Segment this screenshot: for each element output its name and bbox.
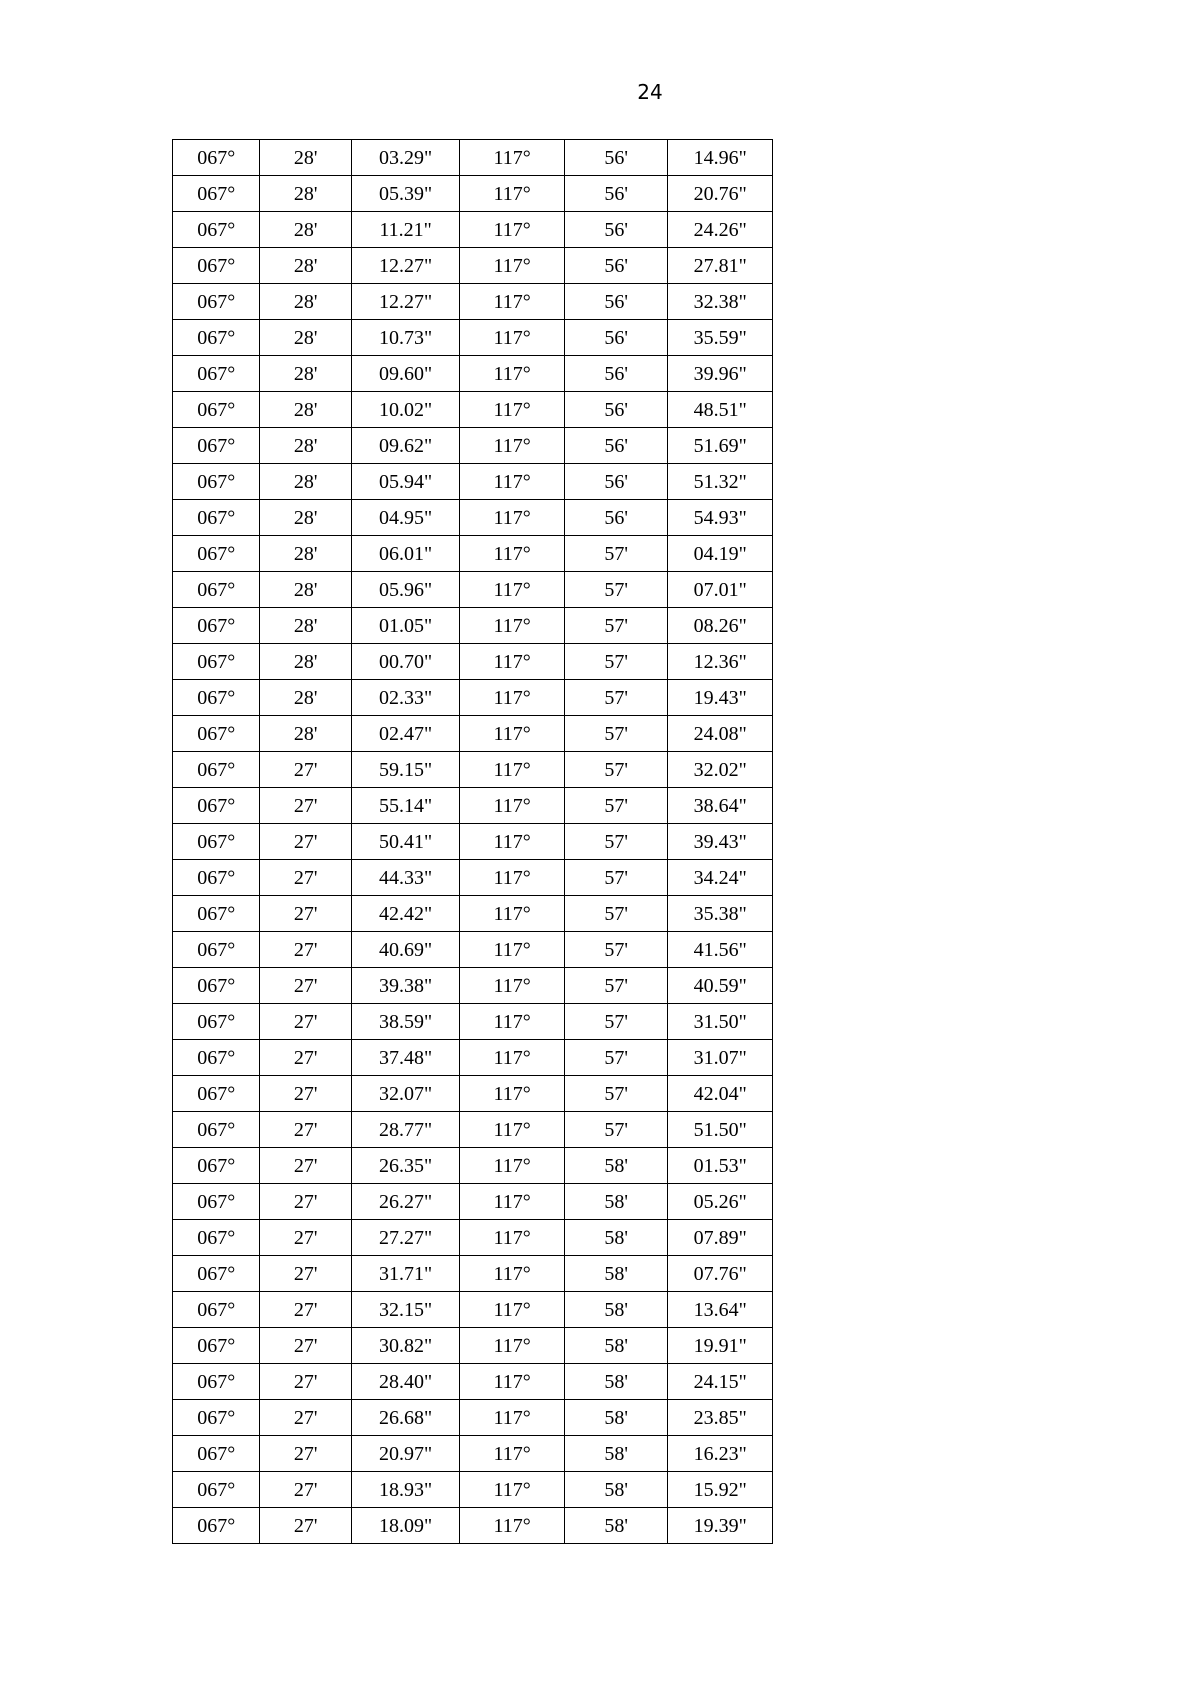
table-row	[173, 968, 773, 1004]
longitude-seconds-cell: 51.50"	[668, 1112, 773, 1148]
latitude-seconds-cell: 05.39"	[351, 176, 460, 212]
latitude-minutes-cell: 27'	[260, 1292, 351, 1328]
latitude-degrees-cell: 067°	[173, 536, 260, 572]
longitude-degrees-cell: 117°	[460, 1364, 565, 1400]
longitude-minutes-cell: 57'	[564, 1040, 668, 1076]
latitude-degrees-cell: 067°	[173, 1004, 260, 1040]
longitude-minutes-cell: 57'	[564, 824, 668, 860]
latitude-seconds-cell: 02.33"	[351, 680, 460, 716]
latitude-degrees-cell: 067°	[173, 716, 260, 752]
longitude-degrees-cell: 117°	[460, 752, 565, 788]
longitude-minutes-cell: 56'	[564, 176, 668, 212]
latitude-degrees-cell: 067°	[173, 788, 260, 824]
table-row	[173, 1328, 773, 1364]
longitude-seconds-cell: 16.23"	[668, 1436, 773, 1472]
latitude-seconds-cell: 37.48"	[351, 1040, 460, 1076]
latitude-seconds-cell: 12.27"	[351, 248, 460, 284]
longitude-seconds-cell: 24.08"	[668, 716, 773, 752]
table-row	[173, 860, 773, 896]
latitude-minutes-cell: 27'	[260, 1400, 351, 1436]
longitude-seconds-cell: 08.26"	[668, 608, 773, 644]
latitude-minutes-cell: 27'	[260, 824, 351, 860]
longitude-seconds-cell: 31.07"	[668, 1040, 773, 1076]
latitude-minutes-cell: 27'	[260, 1256, 351, 1292]
longitude-seconds-cell: 12.36"	[668, 644, 773, 680]
table-row	[173, 824, 773, 860]
longitude-seconds-cell: 32.02"	[668, 752, 773, 788]
longitude-minutes-cell: 56'	[564, 248, 668, 284]
latitude-degrees-cell: 067°	[173, 896, 260, 932]
latitude-degrees-cell: 067°	[173, 1508, 260, 1544]
table-row	[173, 752, 773, 788]
longitude-minutes-cell: 57'	[564, 968, 668, 1004]
table-row	[173, 1508, 773, 1544]
latitude-seconds-cell: 03.29"	[351, 140, 460, 176]
latitude-seconds-cell: 04.95"	[351, 500, 460, 536]
latitude-degrees-cell: 067°	[173, 284, 260, 320]
latitude-minutes-cell: 27'	[260, 1328, 351, 1364]
table-row	[173, 284, 773, 320]
longitude-degrees-cell: 117°	[460, 968, 565, 1004]
latitude-seconds-cell: 27.27"	[351, 1220, 460, 1256]
latitude-degrees-cell: 067°	[173, 1328, 260, 1364]
longitude-seconds-cell: 19.39"	[668, 1508, 773, 1544]
latitude-degrees-cell: 067°	[173, 752, 260, 788]
longitude-seconds-cell: 38.64"	[668, 788, 773, 824]
longitude-degrees-cell: 117°	[460, 572, 565, 608]
table-row	[173, 608, 773, 644]
latitude-minutes-cell: 28'	[260, 644, 351, 680]
longitude-seconds-cell: 04.19"	[668, 536, 773, 572]
longitude-seconds-cell: 23.85"	[668, 1400, 773, 1436]
longitude-minutes-cell: 56'	[564, 356, 668, 392]
latitude-degrees-cell: 067°	[173, 860, 260, 896]
latitude-degrees-cell: 067°	[173, 1220, 260, 1256]
latitude-minutes-cell: 28'	[260, 500, 351, 536]
latitude-seconds-cell: 18.93"	[351, 1472, 460, 1508]
latitude-minutes-cell: 27'	[260, 1004, 351, 1040]
latitude-seconds-cell: 09.62"	[351, 428, 460, 464]
table-row	[173, 1436, 773, 1472]
table-row	[173, 1076, 773, 1112]
longitude-degrees-cell: 117°	[460, 1004, 565, 1040]
latitude-degrees-cell: 067°	[173, 1184, 260, 1220]
longitude-degrees-cell: 117°	[460, 1220, 565, 1256]
table-row	[173, 1256, 773, 1292]
latitude-minutes-cell: 28'	[260, 392, 351, 428]
longitude-minutes-cell: 57'	[564, 860, 668, 896]
longitude-degrees-cell: 117°	[460, 212, 565, 248]
longitude-minutes-cell: 58'	[564, 1148, 668, 1184]
longitude-degrees-cell: 117°	[460, 860, 565, 896]
table-row	[173, 176, 773, 212]
latitude-minutes-cell: 28'	[260, 140, 351, 176]
page-number: 24	[637, 80, 663, 104]
longitude-minutes-cell: 57'	[564, 608, 668, 644]
longitude-minutes-cell: 57'	[564, 572, 668, 608]
longitude-degrees-cell: 117°	[460, 896, 565, 932]
latitude-seconds-cell: 01.05"	[351, 608, 460, 644]
latitude-minutes-cell: 28'	[260, 320, 351, 356]
longitude-degrees-cell: 117°	[460, 284, 565, 320]
longitude-degrees-cell: 117°	[460, 1400, 565, 1436]
longitude-seconds-cell: 35.38"	[668, 896, 773, 932]
latitude-degrees-cell: 067°	[173, 572, 260, 608]
longitude-seconds-cell: 48.51"	[668, 392, 773, 428]
longitude-degrees-cell: 117°	[460, 824, 565, 860]
longitude-minutes-cell: 57'	[564, 1112, 668, 1148]
latitude-seconds-cell: 28.77"	[351, 1112, 460, 1148]
latitude-minutes-cell: 27'	[260, 1112, 351, 1148]
latitude-seconds-cell: 11.21"	[351, 212, 460, 248]
table-row	[173, 392, 773, 428]
latitude-degrees-cell: 067°	[173, 1040, 260, 1076]
table-row	[173, 896, 773, 932]
longitude-minutes-cell: 57'	[564, 788, 668, 824]
table-row	[173, 1004, 773, 1040]
longitude-degrees-cell: 117°	[460, 680, 565, 716]
latitude-degrees-cell: 067°	[173, 176, 260, 212]
longitude-degrees-cell: 117°	[460, 1436, 565, 1472]
latitude-degrees-cell: 067°	[173, 212, 260, 248]
longitude-minutes-cell: 58'	[564, 1364, 668, 1400]
latitude-degrees-cell: 067°	[173, 1148, 260, 1184]
latitude-minutes-cell: 27'	[260, 896, 351, 932]
latitude-minutes-cell: 28'	[260, 680, 351, 716]
latitude-degrees-cell: 067°	[173, 248, 260, 284]
latitude-minutes-cell: 27'	[260, 1184, 351, 1220]
latitude-degrees-cell: 067°	[173, 968, 260, 1004]
table-row	[173, 1112, 773, 1148]
longitude-degrees-cell: 117°	[460, 1508, 565, 1544]
longitude-minutes-cell: 58'	[564, 1436, 668, 1472]
latitude-degrees-cell: 067°	[173, 1364, 260, 1400]
latitude-minutes-cell: 27'	[260, 1076, 351, 1112]
latitude-seconds-cell: 26.35"	[351, 1148, 460, 1184]
longitude-degrees-cell: 117°	[460, 932, 565, 968]
table-row	[173, 536, 773, 572]
latitude-degrees-cell: 067°	[173, 464, 260, 500]
table-row	[173, 1292, 773, 1328]
latitude-seconds-cell: 42.42"	[351, 896, 460, 932]
latitude-minutes-cell: 27'	[260, 1436, 351, 1472]
longitude-seconds-cell: 32.38"	[668, 284, 773, 320]
longitude-degrees-cell: 117°	[460, 788, 565, 824]
longitude-minutes-cell: 58'	[564, 1400, 668, 1436]
latitude-degrees-cell: 067°	[173, 1436, 260, 1472]
latitude-seconds-cell: 26.27"	[351, 1184, 460, 1220]
longitude-seconds-cell: 19.91"	[668, 1328, 773, 1364]
latitude-seconds-cell: 44.33"	[351, 860, 460, 896]
longitude-seconds-cell: 19.43"	[668, 680, 773, 716]
latitude-degrees-cell: 067°	[173, 932, 260, 968]
latitude-degrees-cell: 067°	[173, 1076, 260, 1112]
latitude-minutes-cell: 28'	[260, 248, 351, 284]
longitude-seconds-cell: 24.26"	[668, 212, 773, 248]
longitude-minutes-cell: 58'	[564, 1184, 668, 1220]
latitude-minutes-cell: 28'	[260, 284, 351, 320]
latitude-minutes-cell: 27'	[260, 752, 351, 788]
longitude-minutes-cell: 57'	[564, 716, 668, 752]
table-row	[173, 716, 773, 752]
latitude-seconds-cell: 39.38"	[351, 968, 460, 1004]
latitude-seconds-cell: 40.69"	[351, 932, 460, 968]
longitude-seconds-cell: 07.76"	[668, 1256, 773, 1292]
latitude-minutes-cell: 28'	[260, 356, 351, 392]
latitude-degrees-cell: 067°	[173, 500, 260, 536]
longitude-degrees-cell: 117°	[460, 248, 565, 284]
longitude-minutes-cell: 56'	[564, 320, 668, 356]
latitude-seconds-cell: 32.15"	[351, 1292, 460, 1328]
table-row	[173, 1184, 773, 1220]
latitude-minutes-cell: 27'	[260, 1472, 351, 1508]
latitude-minutes-cell: 28'	[260, 536, 351, 572]
longitude-seconds-cell: 54.93"	[668, 500, 773, 536]
latitude-degrees-cell: 067°	[173, 1112, 260, 1148]
latitude-degrees-cell: 067°	[173, 644, 260, 680]
latitude-minutes-cell: 28'	[260, 716, 351, 752]
longitude-minutes-cell: 58'	[564, 1292, 668, 1328]
longitude-minutes-cell: 57'	[564, 1004, 668, 1040]
longitude-seconds-cell: 41.56"	[668, 932, 773, 968]
latitude-degrees-cell: 067°	[173, 140, 260, 176]
latitude-minutes-cell: 27'	[260, 788, 351, 824]
latitude-seconds-cell: 02.47"	[351, 716, 460, 752]
latitude-seconds-cell: 20.97"	[351, 1436, 460, 1472]
table-row	[173, 212, 773, 248]
longitude-degrees-cell: 117°	[460, 500, 565, 536]
longitude-degrees-cell: 117°	[460, 392, 565, 428]
longitude-seconds-cell: 39.96"	[668, 356, 773, 392]
longitude-minutes-cell: 57'	[564, 644, 668, 680]
longitude-degrees-cell: 117°	[460, 1472, 565, 1508]
longitude-degrees-cell: 117°	[460, 356, 565, 392]
latitude-degrees-cell: 067°	[173, 1256, 260, 1292]
table-row	[173, 572, 773, 608]
latitude-seconds-cell: 55.14"	[351, 788, 460, 824]
latitude-degrees-cell: 067°	[173, 320, 260, 356]
longitude-degrees-cell: 117°	[460, 536, 565, 572]
table-row	[173, 1472, 773, 1508]
longitude-seconds-cell: 13.64"	[668, 1292, 773, 1328]
latitude-seconds-cell: 38.59"	[351, 1004, 460, 1040]
latitude-minutes-cell: 27'	[260, 860, 351, 896]
longitude-seconds-cell: 35.59"	[668, 320, 773, 356]
latitude-degrees-cell: 067°	[173, 392, 260, 428]
latitude-minutes-cell: 27'	[260, 1508, 351, 1544]
longitude-minutes-cell: 58'	[564, 1220, 668, 1256]
latitude-minutes-cell: 28'	[260, 212, 351, 248]
longitude-minutes-cell: 56'	[564, 392, 668, 428]
longitude-seconds-cell: 14.96"	[668, 140, 773, 176]
latitude-minutes-cell: 28'	[260, 572, 351, 608]
latitude-minutes-cell: 28'	[260, 464, 351, 500]
table-row	[173, 788, 773, 824]
longitude-seconds-cell: 27.81"	[668, 248, 773, 284]
longitude-minutes-cell: 57'	[564, 932, 668, 968]
longitude-degrees-cell: 117°	[460, 1148, 565, 1184]
latitude-seconds-cell: 30.82"	[351, 1328, 460, 1364]
longitude-seconds-cell: 51.32"	[668, 464, 773, 500]
latitude-minutes-cell: 28'	[260, 428, 351, 464]
latitude-degrees-cell: 067°	[173, 1292, 260, 1328]
longitude-seconds-cell: 01.53"	[668, 1148, 773, 1184]
longitude-minutes-cell: 56'	[564, 428, 668, 464]
latitude-seconds-cell: 10.02"	[351, 392, 460, 428]
longitude-minutes-cell: 56'	[564, 284, 668, 320]
longitude-minutes-cell: 56'	[564, 464, 668, 500]
latitude-degrees-cell: 067°	[173, 356, 260, 392]
longitude-minutes-cell: 57'	[564, 896, 668, 932]
latitude-degrees-cell: 067°	[173, 680, 260, 716]
longitude-minutes-cell: 58'	[564, 1508, 668, 1544]
longitude-minutes-cell: 58'	[564, 1472, 668, 1508]
longitude-minutes-cell: 57'	[564, 752, 668, 788]
latitude-seconds-cell: 05.96"	[351, 572, 460, 608]
longitude-minutes-cell: 56'	[564, 500, 668, 536]
longitude-minutes-cell: 58'	[564, 1256, 668, 1292]
longitude-seconds-cell: 24.15"	[668, 1364, 773, 1400]
latitude-seconds-cell: 59.15"	[351, 752, 460, 788]
longitude-minutes-cell: 58'	[564, 1328, 668, 1364]
latitude-seconds-cell: 31.71"	[351, 1256, 460, 1292]
longitude-seconds-cell: 07.89"	[668, 1220, 773, 1256]
table-row	[173, 500, 773, 536]
latitude-degrees-cell: 067°	[173, 428, 260, 464]
latitude-degrees-cell: 067°	[173, 608, 260, 644]
table-row	[173, 1040, 773, 1076]
longitude-seconds-cell: 34.24"	[668, 860, 773, 896]
latitude-seconds-cell: 26.68"	[351, 1400, 460, 1436]
latitude-degrees-cell: 067°	[173, 1472, 260, 1508]
table-row	[173, 680, 773, 716]
latitude-minutes-cell: 27'	[260, 968, 351, 1004]
longitude-seconds-cell: 40.59"	[668, 968, 773, 1004]
longitude-degrees-cell: 117°	[460, 1292, 565, 1328]
longitude-seconds-cell: 05.26"	[668, 1184, 773, 1220]
longitude-seconds-cell: 31.50"	[668, 1004, 773, 1040]
latitude-seconds-cell: 32.07"	[351, 1076, 460, 1112]
longitude-degrees-cell: 117°	[460, 320, 565, 356]
longitude-seconds-cell: 15.92"	[668, 1472, 773, 1508]
longitude-degrees-cell: 117°	[460, 1184, 565, 1220]
latitude-minutes-cell: 27'	[260, 1040, 351, 1076]
longitude-degrees-cell: 117°	[460, 464, 565, 500]
latitude-seconds-cell: 06.01"	[351, 536, 460, 572]
longitude-degrees-cell: 117°	[460, 644, 565, 680]
coordinates-table	[172, 139, 773, 1544]
latitude-seconds-cell: 10.73"	[351, 320, 460, 356]
table-row	[173, 356, 773, 392]
table-row	[173, 1148, 773, 1184]
latitude-minutes-cell: 28'	[260, 176, 351, 212]
table-row	[173, 1400, 773, 1436]
longitude-seconds-cell: 39.43"	[668, 824, 773, 860]
longitude-seconds-cell: 20.76"	[668, 176, 773, 212]
table-row	[173, 428, 773, 464]
longitude-seconds-cell: 51.69"	[668, 428, 773, 464]
longitude-degrees-cell: 117°	[460, 1328, 565, 1364]
latitude-degrees-cell: 067°	[173, 824, 260, 860]
coordinates-table-body	[173, 140, 773, 1544]
table-row	[173, 644, 773, 680]
latitude-degrees-cell: 067°	[173, 1400, 260, 1436]
latitude-seconds-cell: 50.41"	[351, 824, 460, 860]
table-row	[173, 1364, 773, 1400]
table-row	[173, 248, 773, 284]
latitude-seconds-cell: 12.27"	[351, 284, 460, 320]
longitude-minutes-cell: 56'	[564, 140, 668, 176]
table-row	[173, 464, 773, 500]
latitude-seconds-cell: 28.40"	[351, 1364, 460, 1400]
longitude-degrees-cell: 117°	[460, 1112, 565, 1148]
longitude-seconds-cell: 42.04"	[668, 1076, 773, 1112]
longitude-degrees-cell: 117°	[460, 1040, 565, 1076]
latitude-minutes-cell: 27'	[260, 932, 351, 968]
longitude-minutes-cell: 57'	[564, 680, 668, 716]
longitude-seconds-cell: 07.01"	[668, 572, 773, 608]
longitude-degrees-cell: 117°	[460, 140, 565, 176]
longitude-degrees-cell: 117°	[460, 716, 565, 752]
longitude-degrees-cell: 117°	[460, 1076, 565, 1112]
latitude-minutes-cell: 28'	[260, 608, 351, 644]
latitude-seconds-cell: 18.09"	[351, 1508, 460, 1544]
longitude-degrees-cell: 117°	[460, 176, 565, 212]
table-row	[173, 1220, 773, 1256]
latitude-seconds-cell: 00.70"	[351, 644, 460, 680]
longitude-degrees-cell: 117°	[460, 428, 565, 464]
table-row	[173, 320, 773, 356]
latitude-seconds-cell: 05.94"	[351, 464, 460, 500]
longitude-minutes-cell: 57'	[564, 1076, 668, 1112]
longitude-degrees-cell: 117°	[460, 608, 565, 644]
longitude-minutes-cell: 57'	[564, 536, 668, 572]
latitude-minutes-cell: 27'	[260, 1220, 351, 1256]
latitude-seconds-cell: 09.60"	[351, 356, 460, 392]
longitude-degrees-cell: 117°	[460, 1256, 565, 1292]
table-row	[173, 932, 773, 968]
latitude-minutes-cell: 27'	[260, 1148, 351, 1184]
longitude-minutes-cell: 56'	[564, 212, 668, 248]
table-row	[173, 140, 773, 176]
latitude-minutes-cell: 27'	[260, 1364, 351, 1400]
